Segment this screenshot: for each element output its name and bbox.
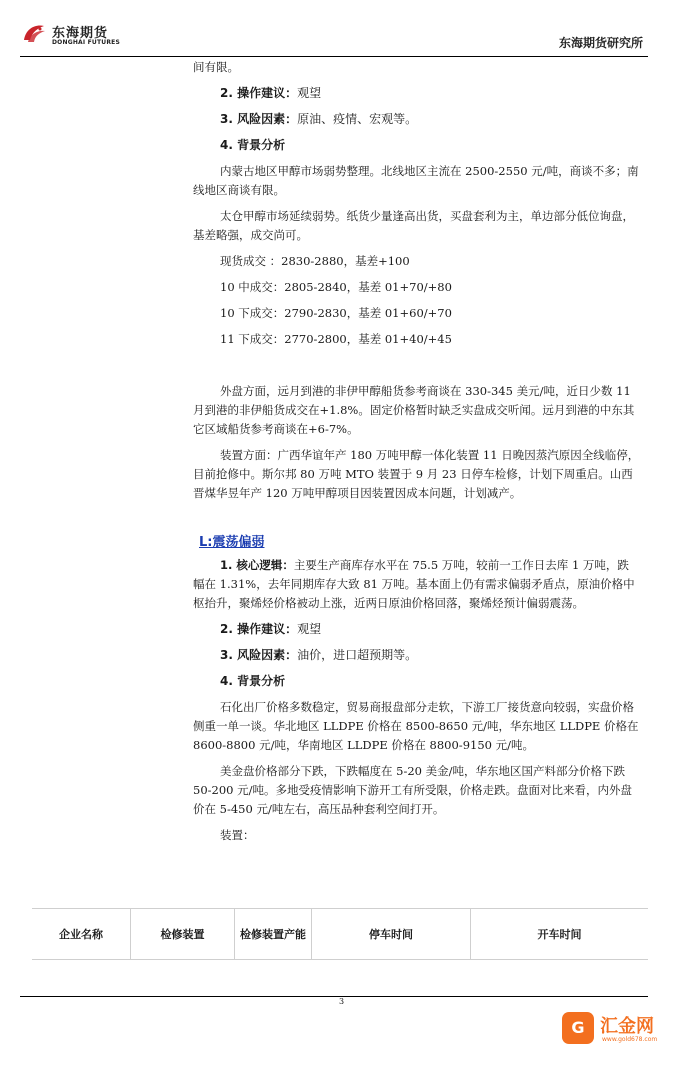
header-divider [20, 56, 648, 57]
report-body [193, 58, 640, 845]
methanol-advice: 2. 操作建议：观望 [220, 86, 322, 100]
maintenance-table [32, 908, 648, 960]
lldpe-paragraph-2: 美金盘价格部分下跌，下跌幅度在 5-20 美金/吨，华东地区国产料部分价格下跌 50-200 元/吨。多地受疫情影响下游开工有所受限，价格走跌。盘面对比来看，内外盘价在 5-450 元/吨左右，高压品种套利空间打开。 [193, 764, 632, 816]
column-header-start-time: 开车时间 [471, 909, 649, 960]
quote-line: 11 下成交：2770-2800，基差 01+40/+45 [220, 332, 452, 346]
lldpe-paragraph-1: 石化出厂价格多数稳定，贸易商报盘部分走软，下游工厂接货意向较弱，实盘价格侧重一单一谈。华北地区 LLDPE 价格在 8500-8650 元/吨，华东地区 LLDPE 价格在 8600-8800 元/吨，华南地区 LLDPE 价格在 8800-9150 元/吨。 [193, 700, 639, 752]
lldpe-device-label: 装置： [220, 828, 255, 842]
lldpe-risk: 3. 风险因素：油价，进口超预期等。 [220, 648, 418, 662]
methanol-paragraph-2: 太仓甲醇市场延续弱势。纸货少量逢高出货，买盘套利为主，单边部分低位询盘，基差略强，成交尚可。 [193, 209, 634, 242]
methanol-paragraph-4: 装置方面：广西华谊年产 180 万吨甲醇一体化装置 11 日晚因蒸汽原因全线临停，目前抢修中。斯尔邦 80 万吨 MTO 装置于 9 月 23 日停车检修，计划下周重启。山西晋煤华昱年产 120 万吨甲醇项目因装置因成本问题，计划减产。 [193, 448, 640, 500]
watermark-logo-icon: G [562, 1012, 594, 1044]
logo-english-name: DONGHAI FUTURES [52, 39, 120, 46]
column-header-company: 企业名称 [59, 928, 103, 941]
logo-emblem-icon [20, 20, 48, 48]
column-header-device: 检修装置 [131, 909, 235, 960]
lldpe-advice: 2. 操作建议：观望 [220, 622, 322, 636]
column-header-stop-time: 停车时间 [312, 909, 471, 960]
lldpe-background-heading: 4. 背景分析 [220, 674, 286, 688]
quote-line: 10 中成交：2805-2840，基差 01+70/+80 [220, 280, 452, 294]
page-header [20, 16, 663, 56]
column-header-capacity: 检修装置产能 [235, 909, 312, 960]
watermark-name: 汇金网 [600, 1016, 654, 1037]
page-number: 3 [338, 997, 345, 1006]
methanol-risk: 3. 风险因素：原油、疫情、宏观等。 [220, 112, 418, 126]
company-logo [20, 20, 130, 50]
methanol-continuation: 间有限。 [193, 60, 239, 74]
institute-name: 东海期货研究所 [558, 36, 643, 50]
methanol-paragraph-3: 外盘方面，远月到港的非伊甲醇船货参考商谈在 330-345 美元/吨，近日少数 11 月到港的非伊船货成交在+1.8%。固定价格暂时缺乏实盘成交听闻。远月到港的中东其它区域船货参考商谈在+6-7%。 [193, 384, 635, 436]
watermark-url: www.gold678.com [602, 1036, 658, 1043]
watermark [562, 1012, 672, 1046]
methanol-paragraph-1: 内蒙古地区甲醇市场弱势整理。北线地区主流在 2500-2550 元/吨，商谈不多；南线地区商谈有限。 [193, 164, 639, 197]
quote-line: 10 下成交：2790-2830，基差 01+60/+70 [220, 306, 452, 320]
table-header-row [32, 909, 648, 960]
lldpe-core-logic: 1. 核心逻辑：主要生产商库存水平在 75.5 万吨，较前一工作日去库 1 万吨，跌幅在 1.31%，去年同期库存大致 81 万吨。基本面上仍有需求偏弱矛盾点，原油价格中枢抬升，聚烯烃价格被动上涨，近两日原油价格回落，聚烯烃预计偏弱震荡。 [193, 558, 635, 610]
quote-line: 现货成交 ：2830-2880，基差+100 [220, 254, 410, 268]
lldpe-section-title: L:震荡偏弱 [199, 535, 265, 550]
methanol-background-heading: 4. 背景分析 [220, 138, 286, 152]
logo-chinese-name: 东海期货 [52, 26, 109, 41]
